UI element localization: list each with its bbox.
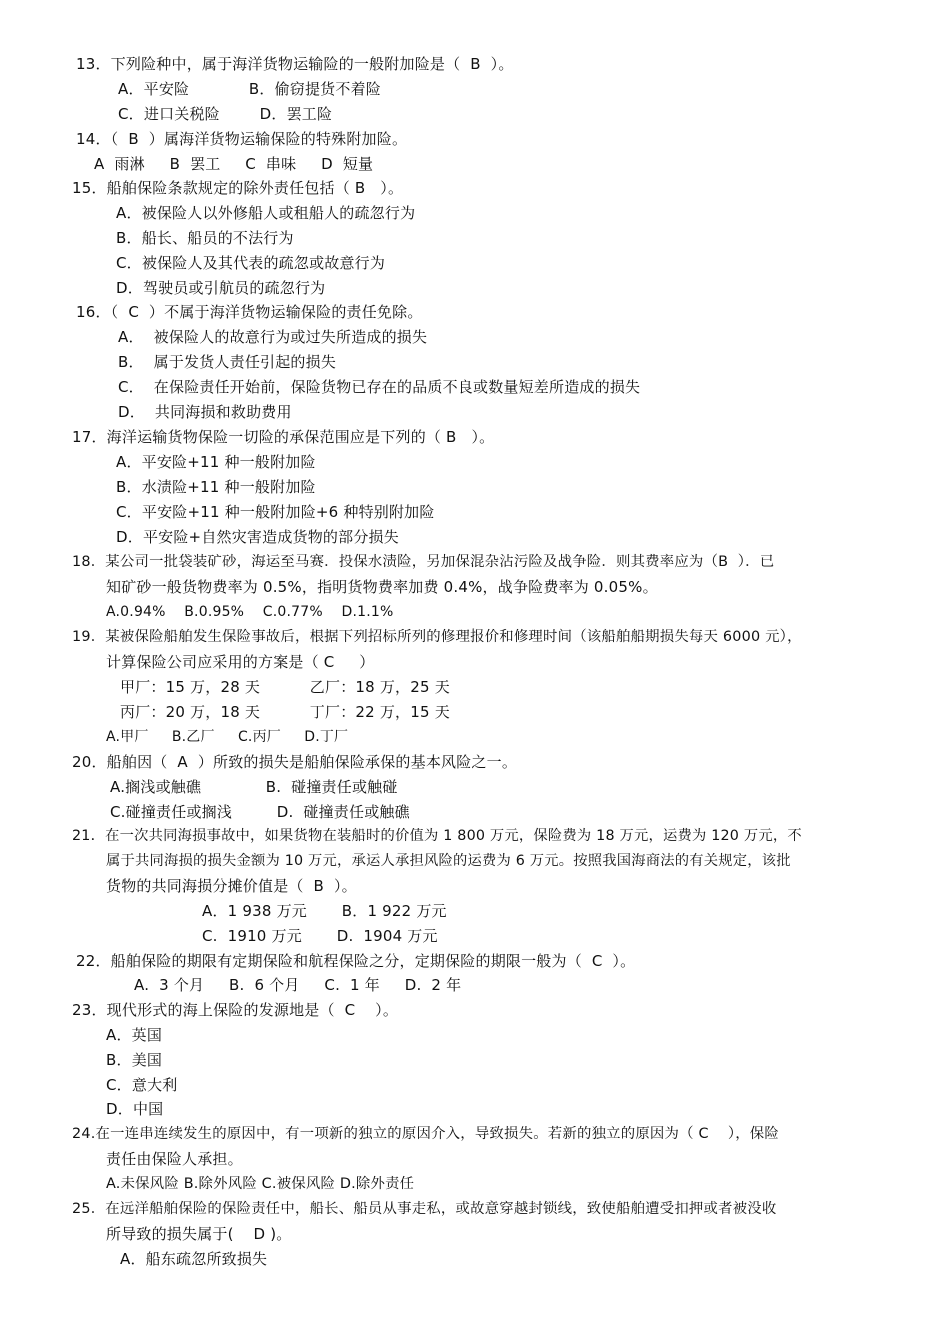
question-25-cont: 所导致的损失属于( D )。 (106, 1225, 292, 1243)
q17-option-c: C．平安险+11 种一般附加险+6 种特别附加险 (116, 503, 435, 521)
q16-option-b: B． 属于发货人责任引起的损失 (118, 353, 337, 371)
question-19: 19．某被保险船舶发生保险事故后，根据下列招标所列的修理报价和修理时间（该船舶船期损失每天 6000 元）， (72, 629, 802, 645)
q21-options-ab: A．1 938 万元 B．1 922 万元 (202, 902, 447, 920)
q19-bids-1: 甲厂：15 万，28 天 乙厂：18 万，25 天 (120, 678, 450, 696)
q18-options: A.0.94% B.0.95% C.0.77% D.1.1% (106, 604, 394, 620)
q19-bids-2: 丙厂：20 万，18 天 丁厂：22 万，15 天 (120, 703, 450, 721)
q16-option-a: A． 被保险人的故意行为或过失所造成的损失 (118, 328, 428, 346)
question-15: 15．船舶保险条款规定的除外责任包括（ B ）。 (72, 179, 404, 197)
question-17: 17．海洋运输货物保险一切险的承保范围应是下列的（ B ）。 (72, 428, 495, 446)
q23-option-a: A．英国 (106, 1026, 163, 1044)
q15-option-d: D．驾驶员或引航员的疏忽行为 (116, 279, 326, 297)
q22-options: A. 3 个月 B. 6 个月 C. 1 年 D. 2 年 (134, 976, 462, 994)
q13-options-cd: C．进口关税险 D．罢工险 (118, 105, 333, 123)
q19-options: A.甲厂 B.乙厂 C.丙厂 D.丁厂 (106, 729, 349, 745)
q24-options: A.未保风险 B.除外风险 C.被保风险 D.除外责任 (106, 1176, 415, 1192)
q16-option-d: D． 共同海损和救助费用 (118, 403, 292, 421)
question-23: 23．现代形式的海上保险的发源地是（ C ）。 (72, 1001, 399, 1019)
q15-option-a: A．被保险人以外修船人或租船人的疏忽行为 (116, 204, 416, 222)
q13-options-ab: A．平安险 B．偷窃提货不着险 (118, 80, 381, 98)
question-18-cont: 知矿砂一般货物费率为 0.5%，指明货物费率加费 0.4%，战争险费率为 0.05%。 (106, 578, 658, 596)
question-21: 21．在一次共同海损事故中，如果货物在装船时的价值为 1 800 万元，保险费为 18 万元，运费为 120 万元，不 (72, 828, 802, 844)
question-18: 18．某公司一批袋装矿砂，海运至马赛．投保水渍险，另加保混杂沾污险及战争险．则其费率应为（B ）．已 (72, 554, 775, 570)
q15-option-c: C．被保险人及其代表的疏忽或故意行为 (116, 254, 386, 272)
q23-option-c: C．意大利 (106, 1076, 178, 1094)
question-16: 16．（ C ）不属于海洋货物运输保险的责任免除。 (76, 303, 423, 321)
question-24: 24.在一连串连续发生的原因中，有一项新的独立的原因介入，导致损失。若新的独立的原因为（ C ），保险 (72, 1126, 779, 1142)
question-19-cont: 计算保险公司应采用的方案是（ C ） (106, 653, 375, 671)
question-21-cont2: 货物的共同海损分摊价值是（ B ）。 (106, 877, 357, 895)
q23-option-d: D．中国 (106, 1100, 164, 1118)
question-25: 25．在远洋船舶保险的保险责任中，船长、船员从事走私，或故意穿越封锁线，致使船舶遭受扣押或者被没收 (72, 1201, 777, 1217)
q21-options-cd: C. 1910 万元 D. 1904 万元 (202, 927, 438, 945)
q17-option-d: D．平安险+自然灾害造成货物的部分损失 (116, 528, 399, 546)
q17-option-a: A．平安险+11 种一般附加险 (116, 453, 316, 471)
question-22: 22．船舶保险的期限有定期保险和航程保险之分，定期保险的期限一般为（ C ）。 (76, 952, 636, 970)
question-24-cont: 责任由保险人承担。 (106, 1150, 243, 1168)
q20-options-cd: C.碰撞责任或搁浅 D. 碰撞责任或触礁 (110, 803, 410, 821)
q15-option-b: B．船长、船员的不法行为 (116, 229, 294, 247)
q20-options-ab: A.搁浅或触礁 B. 碰撞责任或触碰 (110, 778, 398, 796)
question-20: 20．船舶因（ A ）所致的损失是船舶保险承保的基本风险之一。 (72, 753, 518, 771)
q14-options: A 雨淋 B 罢工 C 串味 D 短量 (94, 155, 374, 173)
question-13: 13．下列险种中，属于海洋货物运输险的一般附加险是（ B ）。 (76, 55, 514, 73)
question-21-cont: 属于共同海损的损失金额为 10 万元，承运人承担风险的运费为 6 万元。按照我国海商法的有关规定，该批 (106, 853, 791, 869)
q23-option-b: B．美国 (106, 1051, 163, 1069)
q16-option-c: C． 在保险责任开始前，保险货物已存在的品质不良或数量短差所造成的损失 (118, 378, 641, 396)
q17-option-b: B．水渍险+11 种一般附加险 (116, 478, 316, 496)
q25-option-a: A．船东疏忽所致损失 (120, 1250, 268, 1268)
question-14: 14．（ B ）属海洋货物运输保险的特殊附加险。 (76, 130, 408, 148)
